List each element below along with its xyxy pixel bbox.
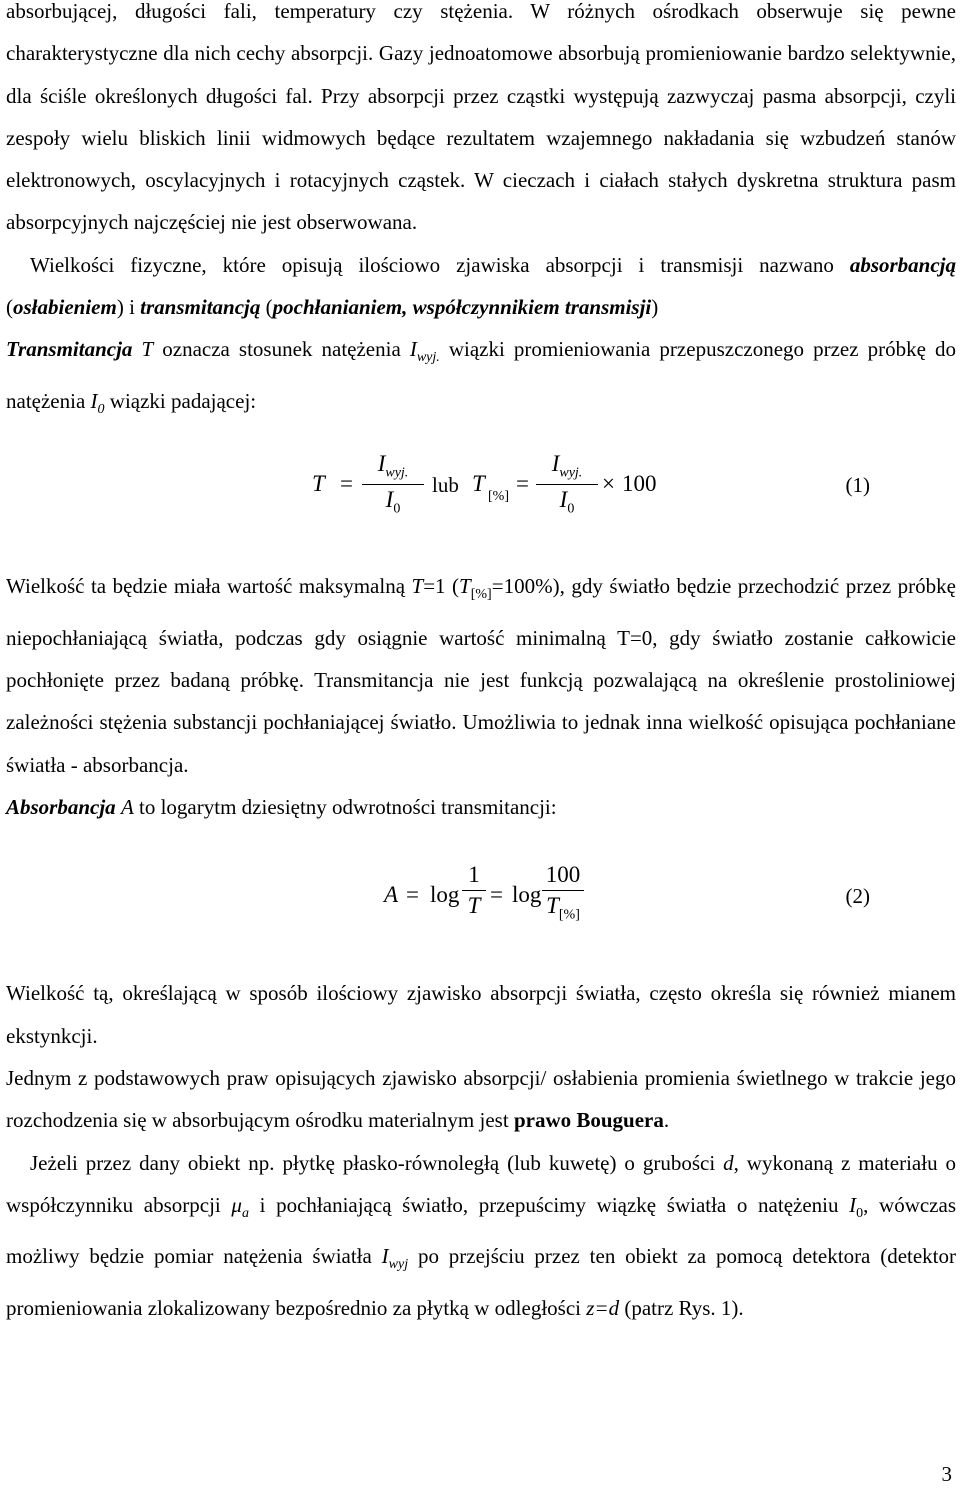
term-absorbancja: absorbancją xyxy=(849,252,956,277)
eq1-den2-sub: 0 xyxy=(567,501,575,517)
eq1-den-sub: 0 xyxy=(393,501,401,517)
text-span: Wielkość tą, określającą w sposób ilościowy zjawisko absorpcji światła, często określa się również mianem ekstynkcji. xyxy=(6,981,956,1048)
symbol-I: I xyxy=(409,337,417,362)
equation-number-2: (2) xyxy=(845,884,870,909)
eq1-Tp: T xyxy=(472,471,485,497)
eq2-fraction-bar-1 xyxy=(462,890,486,891)
eq1-fraction-bar xyxy=(362,484,424,485)
text-span: . xyxy=(663,1108,670,1133)
text-span: Jeżeli przez dany obiekt np. płytkę płasko-równoległą (lub kuwetę) o grubości xyxy=(30,1150,724,1175)
eq1-num2-sub: wyj. xyxy=(559,465,583,481)
subscript-0: 0 xyxy=(856,1205,864,1221)
eq2-den-T: T xyxy=(546,893,559,919)
text-span: wiązki padającej: xyxy=(104,388,257,413)
eq2-denominator-1: T xyxy=(467,893,481,919)
text-span: ) i xyxy=(116,295,141,320)
subscript-wyj: wyj xyxy=(388,1257,409,1273)
eq1-fraction-bar-2 xyxy=(536,484,598,485)
eq1-num2-I: I xyxy=(551,451,560,477)
paragraph-bouguer-law xyxy=(6,1057,956,1142)
eq1-numerator-2 xyxy=(536,451,598,482)
eq2-fraction-bar-2 xyxy=(542,890,584,891)
subscript-wyj: wyj. xyxy=(416,350,440,366)
eq2-numerator-1: 1 xyxy=(468,862,480,888)
eq1-denominator-2 xyxy=(536,487,598,518)
eq2-log-2: log xyxy=(512,882,542,908)
eq1-num-I: I xyxy=(377,451,386,477)
eq1-lub: lub xyxy=(432,473,459,498)
paragraph-extinction xyxy=(6,972,956,1057)
page-number: 3 xyxy=(941,1462,952,1486)
eq1-numerator xyxy=(362,451,424,482)
subscript-percent: [%] xyxy=(470,587,492,603)
text-span: i pochłaniającą światło, przepuścimy wiązkę światła o natężeniu xyxy=(248,1192,850,1217)
eq2-equals-2: = xyxy=(490,882,503,908)
term-absorbancja-bold: Absorbancja xyxy=(6,795,116,820)
text-span: po przejściu przez ten obiekt za pomocą detektora (detektor promieniowania zlokalizowany bezpośrednio za płytką w odległości xyxy=(6,1244,957,1320)
symbol-mu: μ xyxy=(231,1192,242,1217)
text-span: =100%), gdy światło będzie przechodzić przez próbkę niepochłaniającą światła, podczas gdy osiągnie wartość minimalną T=0, gdy światło zostanie całkowicie pochłonięte przez badaną próbkę. Transmitancja nie jest funkcją pozwalającą na określenie prostoliniowej zależności stężenia substancji pochłaniającej światło. Umożliwia to jednak inna wielkość opisująca pochłaniane światła - absorbancja. xyxy=(6,574,956,777)
term-prawo-bouguera: prawo Bouguera xyxy=(513,1108,664,1133)
text-span: oznacza stosunek natężenia xyxy=(153,337,410,362)
paragraph-absorption-intro xyxy=(6,0,956,244)
eq1-hundred: 100 xyxy=(622,471,657,497)
document-page xyxy=(6,0,956,1329)
paragraph-quantities xyxy=(6,244,956,329)
eq2-A: A xyxy=(384,882,399,908)
eq1-denominator xyxy=(362,487,424,518)
term-pochlanianie: pochłanianiem, współczynnikiem transmisji xyxy=(272,295,652,320)
eq2-numerator-2: 100 xyxy=(545,862,581,888)
symbol-T: T xyxy=(141,337,154,362)
symbol-d: d xyxy=(723,1150,734,1175)
eq1-den-I: I xyxy=(385,486,394,512)
eq1-fraction-2 xyxy=(536,451,598,517)
symbol-A: A xyxy=(120,795,134,820)
paragraph-transmittance-range xyxy=(6,565,956,786)
eq1-equals-2: = xyxy=(516,471,529,497)
symbol-Iwyj: I xyxy=(381,1244,389,1269)
text-span: to logarytm dziesiętny odwrotności transmitancji: xyxy=(133,795,557,820)
equation-2 xyxy=(6,828,956,972)
symbol-T: T xyxy=(411,574,424,599)
eq2-fraction-2 xyxy=(542,862,584,924)
eq2-equals: = xyxy=(406,882,419,908)
text-span: (patrz Rys. 1). xyxy=(619,1295,744,1320)
text-span: Wielkości fizyczne, które opisują ilościowo zjawiska absorpcji i transmisji nazwano xyxy=(30,252,850,277)
symbol-z-equals-d: z=d xyxy=(586,1295,620,1320)
text-span: Wielkość ta będzie miała wartość maksymalną xyxy=(6,574,412,599)
eq1-times: × xyxy=(602,471,615,497)
term-transmitancja-bold: Transmitancja xyxy=(6,337,133,362)
term-transmitancja: transmitancją xyxy=(140,295,261,320)
text-span: , wówczas możliwy będzie pomiar natężenia światła xyxy=(6,1192,957,1269)
text-span: , wykonaną z materiału o współczynniku absorpcji xyxy=(6,1150,956,1217)
eq1-T: T xyxy=(312,471,325,497)
text-span: ( xyxy=(6,295,13,320)
eq2-den-sub: [%] xyxy=(558,907,580,923)
text-span: ( xyxy=(260,295,273,320)
text-span: Jednym z podstawowych praw opisujących zjawisko absorpcji/ osłabienia promienia świetlnego w trakcie jego rozchodzenia się w absorbującym ośrodku materialnym jest xyxy=(6,1065,956,1133)
eq2-fraction-1 xyxy=(462,862,486,919)
subscript-a: a xyxy=(241,1205,249,1221)
eq1-num-sub: wyj. xyxy=(385,465,409,481)
text-span: =1 ( xyxy=(423,574,460,599)
equation-1 xyxy=(6,431,956,565)
symbol-T: T xyxy=(459,574,471,599)
paragraph-absorbance-def xyxy=(6,786,956,828)
eq1-equals: = xyxy=(340,471,353,497)
text-span: wiązki promieniowania przepuszczonego przez próbkę do natężenia xyxy=(6,337,957,413)
paragraph-plate-example xyxy=(6,1142,956,1330)
term-oslabienie: osłabieniem xyxy=(13,295,117,320)
symbol-I0: I xyxy=(849,1192,857,1217)
subscript-0: 0 xyxy=(97,402,105,418)
eq2-log-1: log xyxy=(430,882,460,908)
eq2-denominator-2 xyxy=(542,893,584,924)
eq1-fraction xyxy=(362,451,424,517)
paragraph-transmittance-def xyxy=(6,328,956,431)
paragraph-text: absorbującej, długości fali, temperatury czy stężenia. W różnych ośrodkach obserwuje się pewne charakterystyczne dla nich cechy absorpcji. Gazy jednoatomowe absorbują promieniowanie bardzo selektywnie, dla ściśle określonych długości fal. Przy absorpcji przez cząstki występują zazwyczaj pasma absorpcji, czyli zespoły wielu bliskich linii widmowych będące rezultatem wzajemnego nakładania się wzbudzeń stanów elektronowych, oscylacyjnych i rotacyjnych cząstek. W cieczach i ciałach stałych dyskretna struktura pasm absorpcyjnych najczęściej nie jest obserwowana. xyxy=(6,0,956,235)
text-span: ) xyxy=(651,295,659,320)
eq1-den2-I: I xyxy=(559,486,568,512)
symbol-I0: I xyxy=(90,388,98,413)
equation-number-1: (1) xyxy=(845,473,870,498)
eq1-Tp-sub: [%] xyxy=(488,489,509,505)
